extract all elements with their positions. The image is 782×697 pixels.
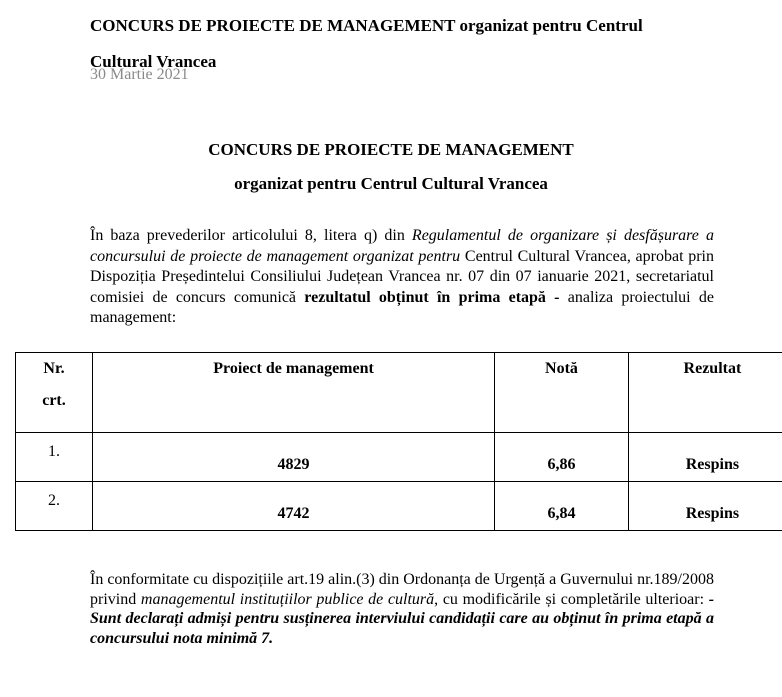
header-title xyxy=(90,8,750,80)
header-project: Proiect de management xyxy=(92,353,494,433)
conclusion-paragraph xyxy=(90,570,714,648)
header-title-line2: Cultural Vrancea xyxy=(90,52,217,71)
header-nr-line2: crt. xyxy=(42,392,66,409)
table-row xyxy=(16,433,782,482)
header-title-bold: CONCURS DE PROIECTE DE MANAGEMENT xyxy=(90,16,456,35)
cell-project: 4829 xyxy=(92,433,494,482)
cell-result: Respins xyxy=(628,433,782,482)
header-title-rest: organizat pentru Centrul xyxy=(455,16,643,35)
intro-text-2: Centrul Cultural Vrancea, aprobat prin Dispoziția Președintelui Consiliului Județean Vrancea nr. 07 din 07 ianuarie 2021, secretariatul comisiei de concurs comunică xyxy=(90,247,715,306)
table-header-row xyxy=(16,353,782,433)
cell-grade: 6,86 xyxy=(495,433,629,482)
header-grade: Notă xyxy=(495,353,629,433)
intro-result-bold: rezultatul obținut în prima etapă - xyxy=(304,288,568,306)
intro-text-1: În baza prevederilor articolului 8, litera q) din xyxy=(90,227,412,244)
cell-nr: 1. xyxy=(16,433,93,482)
header-nr-line1: Nr. xyxy=(43,360,65,377)
results-table xyxy=(15,352,782,531)
cell-grade: 6,84 xyxy=(495,482,629,531)
outro-decision: - Sunt declarați admiși pentru susținerea interviului candidații care au obținut în prima etapă a concursului nota minimă 7. xyxy=(90,590,715,647)
outro-management: managementul instituțiilor publice de cultură xyxy=(140,590,435,608)
outro-text-2: , cu modificările și completările ulterioar: xyxy=(434,590,709,608)
outro-text-1: În conformitate cu dispozițiile art.19 alin.(3) din Ordonanța de Urgență a Guvernului nr.189/2008 privind xyxy=(90,571,714,608)
intro-regulation: Regulamentul de organizare și desfășurare a concursului de proiecte de management organizat pentru xyxy=(90,227,715,265)
intro-text-3: analiza proiectului de management: xyxy=(90,288,714,326)
table-row xyxy=(16,482,782,531)
main-title: CONCURS DE PROIECTE DE MANAGEMENT xyxy=(208,140,574,159)
cell-nr: 2. xyxy=(16,482,93,531)
cell-result: Respins xyxy=(628,482,782,531)
header-result: Rezultat xyxy=(628,353,782,433)
cell-project: 4742 xyxy=(92,482,494,531)
main-subtitle: organizat pentru Centrul Cultural Vrancea xyxy=(234,174,548,193)
intro-paragraph xyxy=(90,226,714,329)
header-date: 30 Martie 2021 xyxy=(90,66,189,83)
header-nr xyxy=(16,353,93,433)
